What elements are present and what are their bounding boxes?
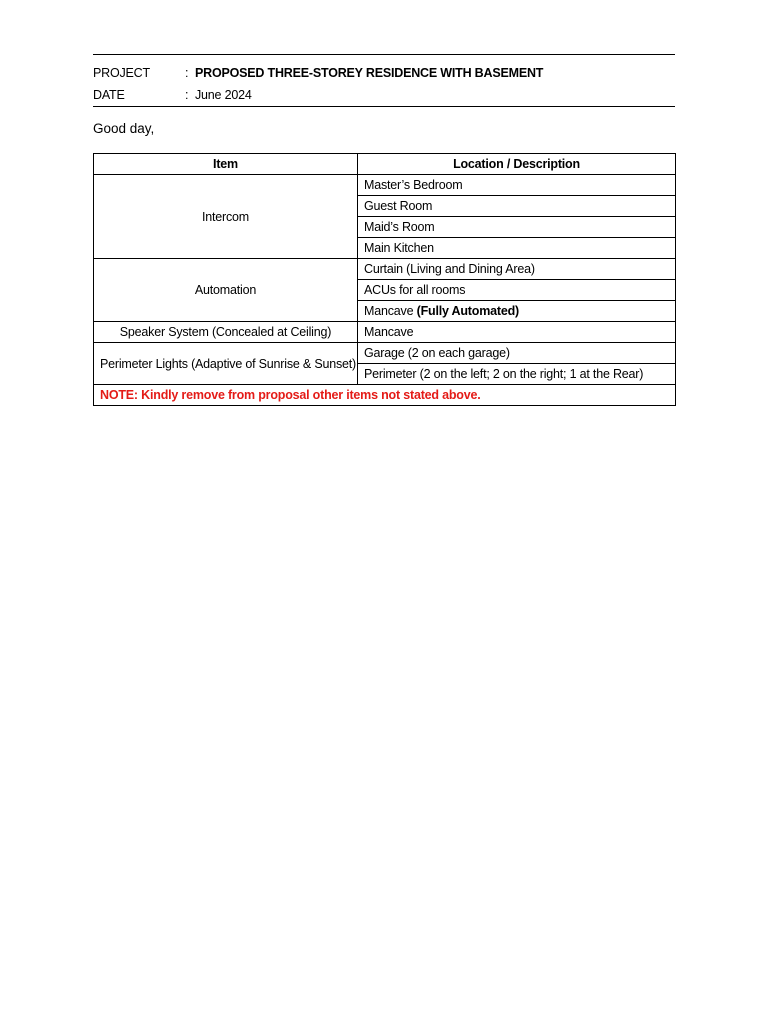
- item-cell-automation: Automation: [94, 259, 358, 322]
- location-text: Mancave: [364, 304, 414, 318]
- item-cell-intercom: Intercom: [94, 175, 358, 259]
- location-cell: Mancave: [358, 322, 676, 343]
- date-value: June 2024: [195, 88, 252, 102]
- item-column-header: Item: [94, 154, 358, 175]
- location-cell: Perimeter (2 on the left; 2 on the right; 1 at the Rear): [358, 364, 676, 385]
- date-colon: :: [185, 88, 189, 102]
- note-row: [94, 385, 676, 406]
- date-label: DATE: [93, 88, 125, 102]
- location-cell: ACUs for all rooms: [358, 280, 676, 301]
- table-row: [94, 175, 676, 196]
- document-page: [93, 54, 675, 406]
- table-row: [94, 259, 676, 280]
- location-cell: Master’s Bedroom: [358, 175, 676, 196]
- items-table: [93, 153, 676, 406]
- top-divider: [93, 54, 675, 55]
- project-colon: :: [185, 66, 189, 80]
- table-row: [94, 343, 676, 364]
- project-label: PROJECT: [93, 66, 150, 80]
- table-row: [94, 322, 676, 343]
- location-emphasis: (Fully Automated): [416, 304, 519, 318]
- header-divider: [93, 106, 675, 107]
- location-cell: Main Kitchen: [358, 238, 676, 259]
- project-value: PROPOSED THREE-STOREY RESIDENCE WITH BASEMENT: [195, 66, 544, 80]
- location-cell: Garage (2 on each garage): [358, 343, 676, 364]
- note-text: NOTE: Kindly remove from proposal other items not stated above.: [94, 385, 676, 406]
- location-cell: Guest Room: [358, 196, 676, 217]
- location-cell: [358, 301, 676, 322]
- project-row: [93, 62, 675, 84]
- location-cell: Curtain (Living and Dining Area): [358, 259, 676, 280]
- location-cell: Maid’s Room: [358, 217, 676, 238]
- date-row: [93, 84, 675, 106]
- item-cell-speaker-system: Speaker System (Concealed at Ceiling): [94, 322, 358, 343]
- location-column-header: Location / Description: [358, 154, 676, 175]
- greeting: Good day,: [93, 121, 155, 136]
- item-cell-perimeter-lights: Perimeter Lights (Adaptive of Sunrise & Sunset): [94, 343, 358, 385]
- table-header-row: [94, 154, 676, 175]
